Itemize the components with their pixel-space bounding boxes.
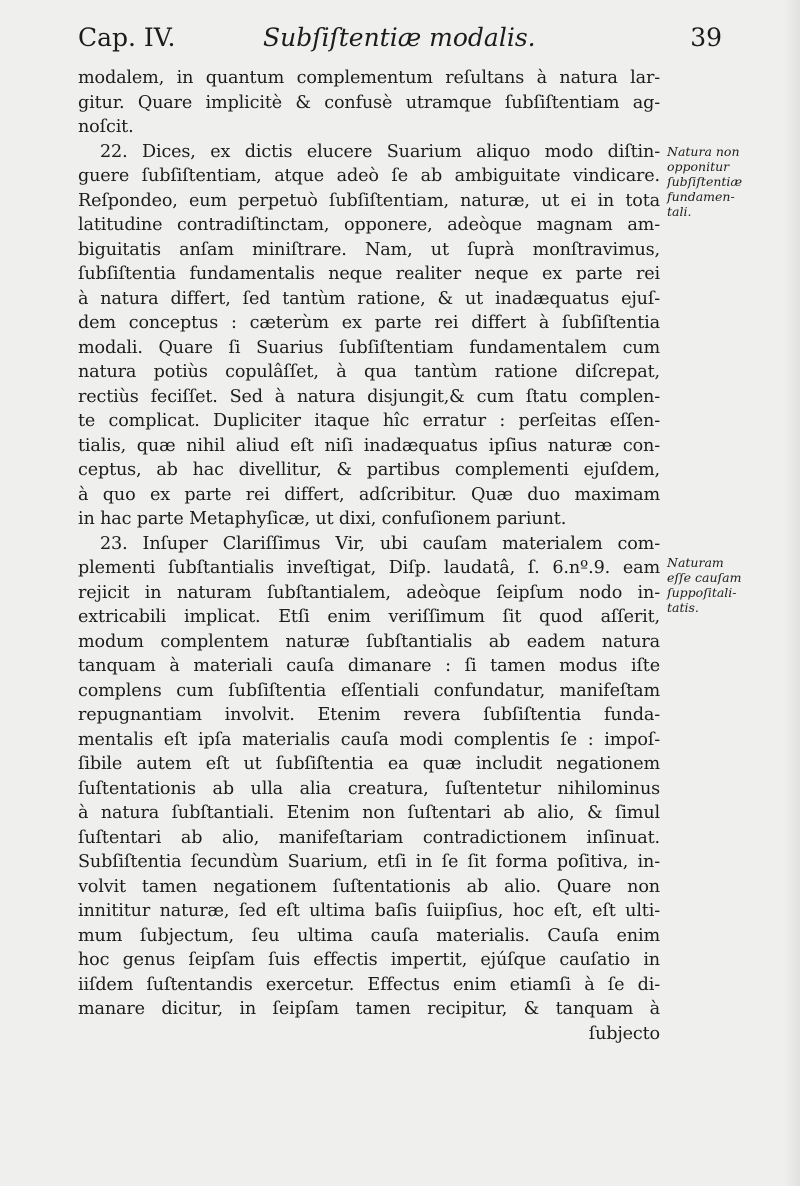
text-line: innititur naturæ, ſed eſt ultima baſis ſuiipſius, hoc eſt, eſt ulti- bbox=[78, 901, 660, 921]
text-line: repugnantiam involvit. Etenim revera ſubſiſtentia funda- bbox=[78, 705, 660, 725]
running-header bbox=[78, 20, 722, 56]
text-line: ſubſiſtentia fundamentalis neque realiter neque ex parte rei bbox=[78, 264, 660, 284]
chapter-label: Cap. IV. bbox=[78, 23, 176, 52]
text-line: guere ſubſiſtentiam, atque adeò ſe ab ambiguitate vindicare. bbox=[78, 166, 660, 186]
text-line: manare dicitur, in ſeipſam tamen recipitur, & tanquam à bbox=[78, 999, 660, 1019]
text-line: rectiùs feciſſet. Sed à natura disjungit,& cum ſtatu complen- bbox=[78, 386, 660, 407]
text-line: natura potiùs copulâſſet, à qua tantùm ratione diſcrepat, bbox=[78, 362, 660, 382]
text-line: à quo ex parte rei differt, adſcribitur. Quæ duo maximam bbox=[78, 484, 660, 505]
text-line: ceptus, ab hac divellitur, & partibus complementi ejuſdem, bbox=[78, 460, 660, 480]
text-line: rejicit in naturam ſubſtantialem, adeòque ſeipſum nodo in- bbox=[78, 582, 660, 603]
text-line: complens cum ſubſiſtentia eſſentiali confundatur, manifeſtam bbox=[78, 680, 660, 701]
text-line: Subſiſtentia ſecundùm Suarium, etſi in ſe ſit forma poſitiva, in- bbox=[78, 852, 660, 872]
text-line: ſuſtentationis ab ulla alia creatura, ſuſtentetur nihilominus bbox=[78, 778, 660, 799]
text-line: in hac parte Metaphyſicæ, ut dixi, confuſionem pariunt. bbox=[78, 509, 567, 529]
text-line: tanquam à materiali cauſa dimanare : ſi tamen modus iſte bbox=[78, 656, 660, 676]
text-line: ſibile autem eſt ut ſubſiſtentia ea quæ includit negationem bbox=[78, 754, 660, 774]
text-line: ſuſtentari ab alio, manifeſtariam contradictionem inſinuat. bbox=[78, 827, 660, 848]
text-line: dem conceptus : cæterùm ex parte rei differt à ſubſiſtentia bbox=[78, 313, 660, 333]
text-line: à natura ſubſtantiali. Etenim non ſuſtentari ab alio, & ſimul bbox=[78, 803, 660, 823]
main-text-column bbox=[78, 66, 660, 1046]
text-line: modali. Quare ſi Suarius ſubſiſtentiam fundamentalem cum bbox=[78, 337, 660, 358]
text-line: hoc genus ſeipſam ſuis effectis impertit, ejúſque cauſatio in bbox=[78, 950, 660, 970]
paragraph-22-start: 22. Dices, ex dictis elucere Suarium aliquo modo diſtin- bbox=[100, 141, 660, 162]
text-line: gitur. Quare implicitè & confusè utramque ſubſiſtentiam ag- bbox=[78, 92, 660, 113]
page-edge-shadow bbox=[784, 0, 800, 1186]
running-title: Subſiſtentiæ modalis. bbox=[263, 23, 536, 52]
text-line: mentalis eſt ipſa materialis cauſa modi complentis ſe : impoſ- bbox=[78, 729, 660, 750]
text-line: mum ſubjectum, ſeu ultima cauſa materialis. Cauſa enim bbox=[78, 925, 660, 946]
text-line: biguitatis anſam miniſtrare. Nam, ut ſuprà monſtravimus, bbox=[78, 239, 660, 260]
text-line: plementi ſubſtantialis inveſtigat, Diſp. laudatâ, ſ. 6.nº.9. eam bbox=[78, 558, 660, 578]
text-line: latitudine contradiſtinctam, opponere, adeòque magnam am- bbox=[78, 215, 660, 235]
text-line: iiſdem ſuſtentandis exercetur. Effectus enim etiamſi à ſe di- bbox=[78, 974, 660, 995]
text-line: tialis, quæ nihil aliud eſt niſi inadæquatus ipſius naturæ con- bbox=[78, 435, 660, 456]
text-line: Reſpondeo, eum perpetuò ſubſiſtentiam, naturæ, ut ei in tota bbox=[78, 190, 660, 211]
paragraph-23-start: 23. Inſuper Clariſſimus Vir, ubi cauſam materialem com- bbox=[100, 533, 660, 554]
text-line: modalem, in quantum complementum reſultans à natura lar- bbox=[78, 68, 660, 88]
text-line: extricabili implicat. Etſi enim veriſſimum ſit quod aſſerit, bbox=[78, 607, 660, 627]
text-line: à natura differt, ſed tantùm ratione, & ut inadæquatus ejuſ- bbox=[78, 288, 660, 309]
text-line: volvit tamen negationem ſuſtentationis ab alio. Quare non bbox=[78, 876, 660, 897]
margin-note-natura-non-opponitur: Natura non opponitur ſubſiſtentiæ fundamen- tali. bbox=[667, 144, 743, 219]
margin-note-naturam-esse-causam: Naturam eſſe cauſam ſuppoſitali- tatis. bbox=[667, 555, 742, 615]
catchword: ſubjecto bbox=[588, 1023, 660, 1044]
text-line: noſcit. bbox=[78, 117, 134, 137]
text-line: modum complentem naturæ ſubſtantialis ab eadem natura bbox=[78, 631, 660, 652]
page-number: 39 bbox=[690, 23, 722, 52]
text-line: te complicat. Dupliciter itaque hîc erratur : perſeitas eſſen- bbox=[78, 411, 660, 431]
